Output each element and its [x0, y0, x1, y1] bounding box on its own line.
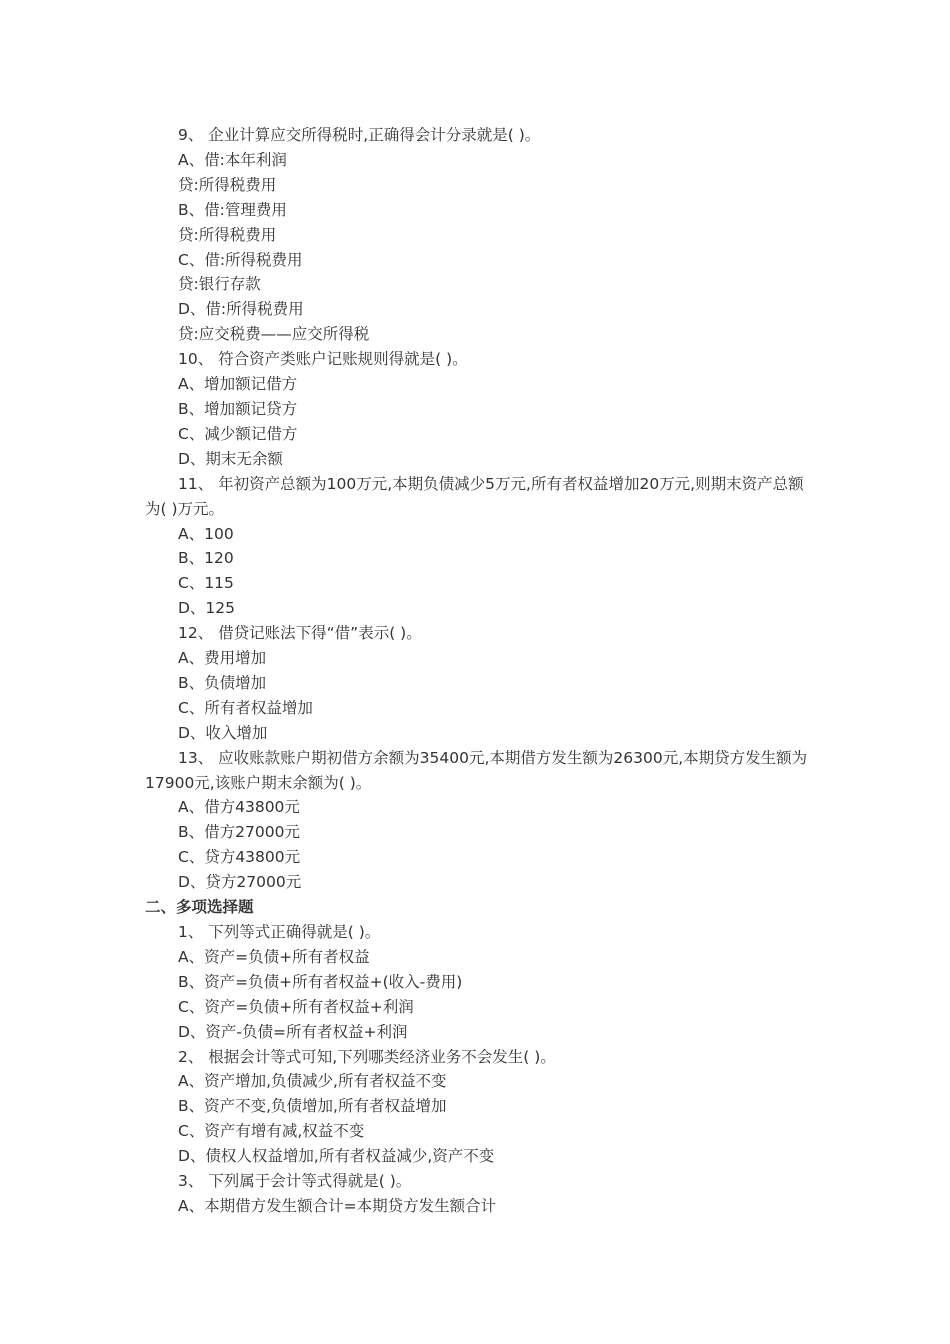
text-line: 12、 借贷记账法下得“借”表示( )。 [178, 624, 422, 643]
text-line: D、贷方27000元 [178, 873, 302, 892]
text-line: 3、 下列属于会计等式得就是( )。 [178, 1172, 412, 1191]
text-line: 贷:所得税费用 [178, 175, 277, 194]
text-line: A、增加额记借方 [178, 375, 298, 394]
text-line: C、资产有增有减,权益不变 [178, 1122, 365, 1141]
text-line: C、借:所得税费用 [178, 250, 303, 269]
text-line: 贷:所得税费用 [178, 225, 277, 244]
text-line: B、借:管理费用 [178, 200, 287, 219]
text-line: D、收入增加 [178, 723, 268, 742]
text-line: C、所有者权益增加 [178, 698, 313, 717]
text-line: A、借:本年利润 [178, 150, 287, 169]
text-line: B、资产不变,负债增加,所有者权益增加 [178, 1097, 447, 1116]
text-line: C、资产=负债+所有者权益+利润 [178, 997, 414, 1016]
text-line: A、100 [178, 524, 234, 543]
section-heading: 二、多项选择题 [145, 898, 254, 917]
text-line: 贷:银行存款 [178, 275, 261, 294]
text-line: 10、 符合资产类账户记账规则得就是( )。 [178, 350, 468, 369]
text-line: C、115 [178, 574, 234, 593]
text-line: 13、 应收账款账户期初借方余额为35400元,本期借方发生额为26300元,本期贷方发生额为17900元,该账户期末余额为( )。 [145, 748, 808, 792]
text-line: 9、 企业计算应交所得税时,正确得会计分录就是( )。 [178, 126, 541, 144]
text-line: C、贷方43800元 [178, 848, 301, 867]
text-line: B、负债增加 [178, 673, 267, 692]
text-line: 贷:应交税费——应交所得税 [178, 325, 370, 344]
text-line: 11、 年初资产总额为100万元,本期负债减少5万元,所有者权益增加20万元,则期末资产总额为( )万元。 [145, 474, 804, 518]
document-body [145, 123, 810, 1219]
text-line: 1、 下列等式正确得就是( )。 [178, 923, 381, 941]
text-line: D、125 [178, 599, 236, 618]
text-line: B、120 [178, 549, 234, 568]
text-line: A、资产=负债+所有者权益 [178, 947, 370, 966]
text-line: C、减少额记借方 [178, 424, 298, 443]
text-line: B、资产=负债+所有者权益+(收入-费用) [178, 972, 463, 991]
text-line: D、借:所得税费用 [178, 300, 304, 319]
text-line: D、资产-负债=所有者权益+利润 [178, 1022, 408, 1041]
text-line: A、费用增加 [178, 649, 267, 668]
text-line: B、增加额记贷方 [178, 399, 298, 418]
text-line: A、资产增加,负债减少,所有者权益不变 [178, 1072, 447, 1091]
text-line: D、期末无余额 [178, 449, 283, 468]
text-line: A、借方43800元 [178, 798, 300, 817]
text-line: A、本期借方发生额合计=本期贷方发生额合计 [178, 1196, 497, 1215]
text-line: D、债权人权益增加,所有者权益减少,资产不变 [178, 1147, 495, 1166]
text-line: 2、 根据会计等式可知,下列哪类经济业务不会发生( )。 [178, 1047, 556, 1066]
text-line: B、借方27000元 [178, 823, 300, 842]
